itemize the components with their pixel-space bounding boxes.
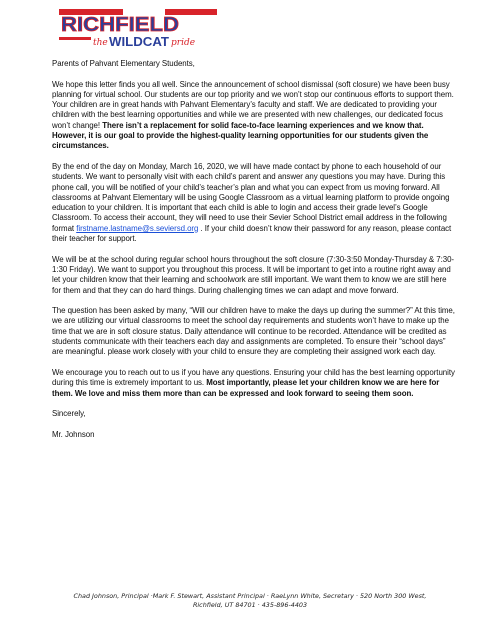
- letter-body: [52, 59, 456, 450]
- logo-tagline-main: WILDCAT: [109, 34, 170, 49]
- footer-line-1: Chad Johnson, Principal ·Mark F. Stewart, Assistant Principal · RaeLynn White, Secretary · 520 North 300 West,: [73, 592, 427, 600]
- paragraph-5-text: We encourage you to reach out to us if you have any questions. Ensuring your child has the best learning opportunity during this time is extremely important to us.: [52, 367, 455, 388]
- email-format-link[interactable]: firstname.lastname@s.seviersd.org: [76, 223, 199, 233]
- paragraph-5: [52, 368, 456, 399]
- paragraph-2: [52, 162, 456, 244]
- paragraph-1-text: We hope this letter finds you all well. Since the announcement of school dismissal (soft closure) we have been busy planning for virtual school. Our students are our top priority and we won’t stop our continuous efforts to support them. Your children are in great hands with Pahvant Elementary’s faculty and staff. We are dedicated to providing your children with the best learning opportunities and while we are presented with new challenges, our dedicated focus won’t change!: [52, 79, 454, 130]
- logo-name: RICHFIELD: [61, 14, 179, 36]
- signature: Mr. Johnson: [52, 429, 95, 439]
- salutation: Parents of Pahvant Elementary Students,: [52, 59, 195, 68]
- richfield-wildcat-logo: [57, 7, 237, 49]
- letterhead-footer: [20, 592, 480, 610]
- logo-stripe-bottom: [59, 37, 91, 40]
- paragraph-4: The question has been asked by many, “Will our children have to make the days up during the summer?” At this time, we are utilizing our virtual classrooms to meet the school day requirements and students won’t have to make up the time that we are in soft closure status. Daily attendance will continue to be recorded. Attendance will be credited as students communicate with their teachers each day and assignments are completed. To ensure their “school days” are meaningful. please work closely with your child to ensure they are completing their assigned work each day.: [52, 306, 455, 357]
- paragraph-2-text-a: By the end of the day on Monday, March 16, 2020, we will have made contact by phone to each household of our students. We want to personally visit with each child’s parent and answer any questions you may have. During this phone call, you will be notified of your child’s teacher’s plan and what you can expect from us moving forward. All classrooms at Pahvant Elementary will be using Google Classroom as a virtual learning platform to provide ongoing education to your children. It is important that each child is able to login and access their grade level’s Google Classroom. To access their account, they will need to use their Sevier School District email address in the following format: [52, 161, 450, 233]
- footer-line-2: Richfield, UT 84701 · 435-896-4403: [192, 601, 308, 610]
- paragraph-2-text-b: . If your child doesn’t know their password for any reason, please contact their teacher for support.: [52, 223, 452, 244]
- paragraph-3: We will be at the school during regular school hours throughout the soft closure (7:30-3:50 Monday-Thursday & 7:30-1:30 Friday). We want to support you throughout this process. It will be important to get into a routine right away and let your children know that their learning and schoolwork are still important. We want them to know we are still here for them and that they can do hard things. During challenging times we can adapt and move forward.: [52, 254, 455, 295]
- closing: Sincerely,: [52, 409, 86, 419]
- logo-tagline-prefix: the: [93, 38, 108, 48]
- paragraph-5-bold: Most importantly, please let your children know we are here for them. We love and miss them more than can be expressed and look forward to seeing them soon.: [52, 378, 440, 398]
- paragraph-1-bold: There isn’t a replacement for solid face-to-face learning experiences and we know that. However, it is our goal to provide the highest-quality learning opportunities for our students given the circumstances.: [52, 120, 429, 151]
- paragraph-1: [52, 80, 456, 152]
- logo-tagline-suffix: pride: [171, 38, 196, 48]
